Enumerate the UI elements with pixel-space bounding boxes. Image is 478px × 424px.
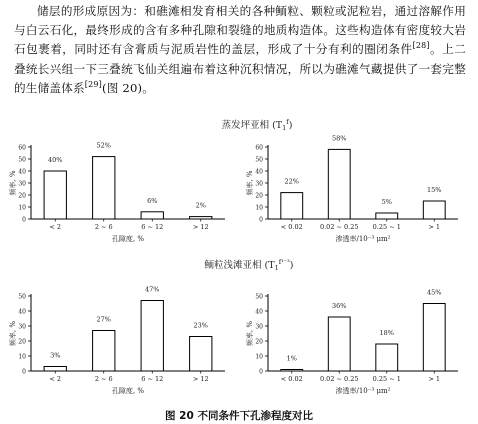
bar: [141, 212, 163, 219]
bar-value-label: 5%: [381, 198, 392, 206]
x-category-label: < 0.02: [280, 223, 303, 231]
chart-top-left: [8, 142, 225, 243]
y-tick-label: 20: [255, 338, 263, 346]
figure-caption: 图 20 不同条件下孔渗程度对比: [165, 410, 313, 422]
x-axis-label: 渗透率/10⁻³ μm²: [335, 387, 391, 395]
chart-bottom-left: [8, 286, 225, 396]
chart-bottom-right: [245, 289, 458, 396]
y-tick-label: 60: [18, 144, 26, 152]
bar-value-label: 23%: [193, 321, 208, 330]
bar-value-label: 47%: [145, 285, 160, 294]
y-tick-label: 50: [255, 156, 263, 164]
y-tick-label: 20: [18, 192, 26, 200]
x-category-label: 0.25 ~ 1: [372, 375, 401, 383]
y-tick-label: 10: [255, 353, 263, 361]
y-axis-label: 频率, %: [9, 320, 17, 347]
y-axis-label: 频率, %: [246, 170, 254, 196]
bar-value-label: 22%: [284, 177, 299, 186]
x-category-label: > 12: [192, 223, 209, 231]
bar: [93, 331, 115, 372]
x-category-label: < 2: [49, 375, 62, 383]
bar: [44, 367, 66, 372]
y-axis-label: 频率, %: [246, 320, 254, 347]
bar-value-label: 18%: [379, 329, 394, 337]
x-axis-label: 渗透率/10⁻³ μm²: [335, 235, 391, 243]
y-tick-label: 30: [255, 323, 263, 331]
bar-value-label: 15%: [427, 186, 442, 194]
y-tick-label: 20: [255, 192, 263, 200]
bar-value-label: 52%: [96, 141, 111, 150]
y-tick-label: 30: [18, 323, 26, 331]
bar-value-label: 3%: [50, 351, 61, 360]
x-category-label: 6 ~ 12: [141, 223, 164, 231]
bar: [281, 193, 303, 219]
bar: [423, 201, 445, 219]
chart-top-right: [245, 134, 458, 243]
y-tick-label: 0: [22, 216, 26, 224]
x-category-label: > 12: [192, 375, 209, 383]
x-category-label: 0.02 ~ 0.25: [319, 223, 359, 231]
section-title-top: 蒸发坪亚相 $(T_1^f)$: [221, 118, 293, 132]
citation-28[interactable]: [28]: [412, 41, 430, 51]
x-axis-label: 孔隙度, %: [111, 235, 145, 243]
x-axis-label: 孔隙度, %: [111, 387, 145, 395]
y-tick-label: 60: [255, 144, 263, 152]
x-category-label: > 1: [428, 223, 441, 231]
paragraph-text-3: (图 20)。: [102, 80, 155, 95]
bar: [328, 149, 350, 219]
y-tick-label: 40: [18, 308, 26, 316]
y-tick-label: 40: [18, 168, 26, 176]
x-category-label: 0.25 ~ 1: [372, 223, 401, 231]
y-tick-label: 10: [18, 204, 26, 212]
x-category-label: > 1: [428, 375, 441, 383]
x-category-label: < 0.02: [280, 375, 303, 383]
x-category-label: 0.02 ~ 0.25: [319, 375, 359, 383]
bar-value-label: 40%: [48, 156, 63, 164]
x-category-label: < 2: [49, 223, 62, 231]
bar-value-label: 58%: [332, 134, 347, 143]
bar-value-label: 2%: [195, 201, 206, 210]
bar: [376, 344, 398, 371]
bar: [190, 337, 212, 372]
y-tick-label: 50: [255, 293, 263, 301]
bar-value-label: 45%: [427, 288, 442, 297]
x-category-label: 2 ~ 6: [94, 375, 113, 383]
x-category-label: 6 ~ 12: [141, 375, 164, 383]
y-axis-label: 频率, %: [9, 170, 17, 196]
y-tick-label: 50: [18, 156, 26, 164]
bar-value-label: 1%: [286, 354, 297, 363]
bar: [190, 217, 212, 219]
bar: [423, 304, 445, 372]
y-tick-label: 0: [259, 368, 263, 376]
bar: [93, 157, 115, 219]
y-tick-label: 10: [255, 204, 263, 212]
bar-value-label: 36%: [332, 302, 347, 310]
x-category-label: 2 ~ 6: [94, 223, 113, 231]
bar: [44, 171, 66, 219]
section-title-bottom: 鲕粒浅滩亚相 $(T_1^{f^{1-3}})$: [204, 258, 294, 272]
y-tick-label: 50: [18, 293, 26, 301]
bar-value-label: 6%: [147, 196, 158, 205]
bar: [328, 317, 350, 371]
y-tick-label: 0: [22, 368, 26, 376]
y-tick-label: 0: [259, 216, 263, 224]
paragraph-text-2: 。上二叠统长兴组一下三叠统飞仙关组遍布着这种沉积情况，所以为礁滩气藏提供了一套完整的生储盖体系: [14, 42, 466, 95]
bar: [376, 213, 398, 219]
y-tick-label: 10: [18, 353, 26, 361]
bar: [141, 301, 163, 372]
bar: [281, 370, 303, 372]
y-tick-label: 30: [18, 180, 26, 188]
citation-29[interactable]: [29]: [84, 79, 102, 89]
bar-value-label: 27%: [96, 315, 111, 324]
y-tick-label: 30: [255, 180, 263, 188]
y-tick-label: 40: [255, 168, 263, 176]
paragraph-text-1: 储层的形成原因为：和礁滩相发育相关的各种鲕粒、颗粒或泥粒岩，通过溶解作用与白云石化，最终形成的含有多种孔隙和裂缝的地质构造体。这些构造体有密度较大岩石包裹着，同时还有含膏质与泥质岩性的盖层，形成了十分有利的圈闭条件: [14, 4, 466, 57]
y-tick-label: 40: [255, 308, 263, 316]
y-tick-label: 20: [18, 338, 26, 346]
